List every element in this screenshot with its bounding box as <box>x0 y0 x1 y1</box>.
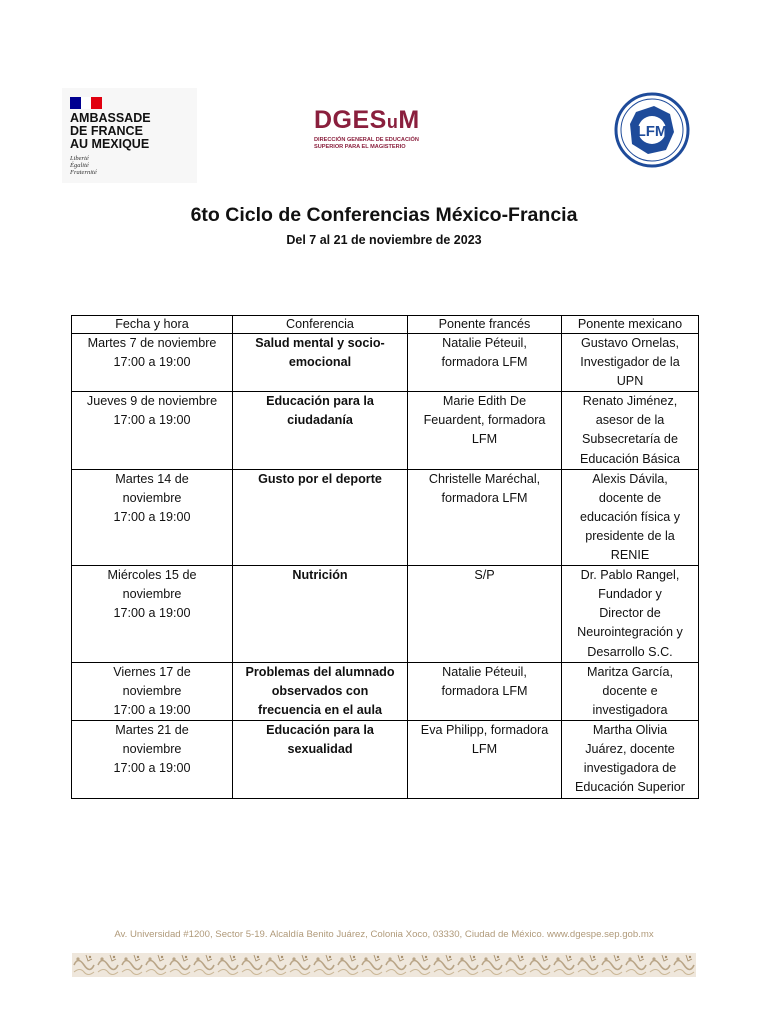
cell-fecha: Martes 14 de noviembre 17:00 a 19:00 <box>72 469 233 565</box>
table-row <box>72 662 699 720</box>
cell-ponente-mexicano: Renato Jiménez, asesor de la Subsecretaría de Educación Básica <box>562 392 699 469</box>
table-row <box>72 469 699 565</box>
cell-fecha: Martes 21 de noviembre 17:00 a 19:00 <box>72 720 233 798</box>
header-ponente-mexicano: Ponente mexicano <box>562 316 699 334</box>
cell-fecha: Viernes 17 de noviembre 17:00 a 19:00 <box>72 662 233 720</box>
lfm-logo <box>614 92 690 168</box>
cell-conferencia: Problemas del alumnado observados con frecuencia en el aula <box>233 662 408 720</box>
cell-conferencia: Gusto por el deporte <box>233 469 408 565</box>
french-flag-icon <box>70 97 102 109</box>
schedule-table <box>71 315 699 799</box>
table-row <box>72 392 699 469</box>
cell-ponente-mexicano: Gustavo Ornelas, Investigador de la UPN <box>562 334 699 392</box>
table-row <box>72 720 699 798</box>
table-row <box>72 334 699 392</box>
embassy-logo <box>62 88 197 183</box>
header-ponente-frances: Ponente francés <box>408 316 562 334</box>
table-row <box>72 566 699 662</box>
cell-ponente-frances: Natalie Péteuil, formadora LFM <box>408 662 562 720</box>
cell-fecha: Miércoles 15 de noviembre 17:00 a 19:00 <box>72 566 233 662</box>
cell-ponente-mexicano: Maritza García, docente e investigadora <box>562 662 699 720</box>
dgesum-logo <box>314 107 454 157</box>
page-title: 6to Ciclo de Conferencias México-Francia <box>190 204 578 226</box>
footer-address: Av. Universidad #1200, Sector 5-19. Alcaldía Benito Juárez, Colonia Xoco, 03330, Ciudad de México. www.dgespe.sep.gob.mx <box>114 929 654 940</box>
cell-conferencia: Nutrición <box>233 566 408 662</box>
cell-ponente-frances: Marie Edith De Feuardent, formadora LFM <box>408 392 562 469</box>
dgesum-wordmark: DGES <box>314 106 387 134</box>
cell-ponente-frances: S/P <box>408 566 562 662</box>
cell-ponente-frances: Christelle Maréchal, formadora LFM <box>408 469 562 565</box>
lfm-logo-text: LFM <box>636 123 668 140</box>
cell-ponente-mexicano: Alexis Dávila, docente de educación física y presidente de la RENIE <box>562 469 699 565</box>
page-subtitle: Del 7 al 21 de noviembre de 2023 <box>286 233 482 247</box>
decorative-pattern-band <box>72 953 696 977</box>
cell-ponente-mexicano: Dr. Pablo Rangel, Fundador y Director de Neurointegración y Desarrollo S.C. <box>562 566 699 662</box>
embassy-motto: Liberté Égalité Fraternité <box>70 155 97 176</box>
cell-conferencia: Educación para la sexualidad <box>233 720 408 798</box>
cell-conferencia: Educación para la ciudadanía <box>233 392 408 469</box>
dgesum-subtitle: DIRECCIÓN GENERAL DE EDUCACIÓN SUPERIOR PARA EL MAGISTERIO <box>314 137 419 150</box>
cell-ponente-mexicano: Martha Olivia Juárez, docente investigadora de Educación Superior <box>562 720 699 798</box>
header-conferencia: Conferencia <box>233 316 408 334</box>
cell-ponente-frances: Eva Philipp, formadora LFM <box>408 720 562 798</box>
header-fecha: Fecha y hora <box>72 316 233 334</box>
dgesum-wordmark-u: u <box>386 112 399 132</box>
cell-conferencia: Salud mental y socio- emocional <box>233 334 408 392</box>
cell-fecha: Martes 7 de noviembre 17:00 a 19:00 <box>72 334 233 392</box>
table-header-row <box>72 316 699 334</box>
cell-ponente-frances: Natalie Péteuil, formadora LFM <box>408 334 562 392</box>
dgesum-wordmark-m: M <box>398 106 420 134</box>
embassy-name: AMBASSADE DE FRANCE AU MEXIQUE <box>70 111 151 151</box>
cell-fecha: Jueves 9 de noviembre 17:00 a 19:00 <box>72 392 233 469</box>
